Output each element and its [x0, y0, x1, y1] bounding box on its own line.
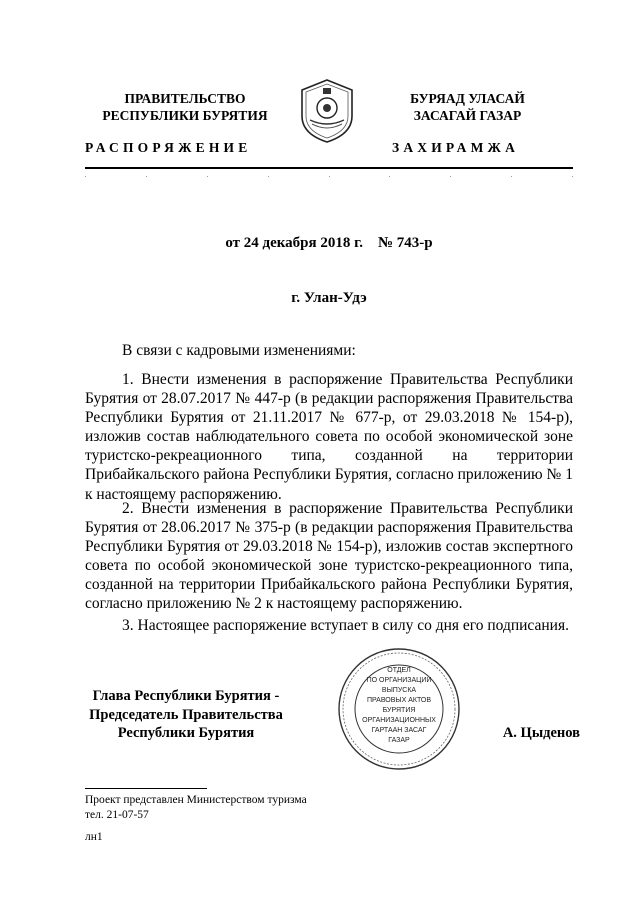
paragraph-3: 3. Настоящее распоряжение вступает в силу со дня его подписания. [122, 617, 569, 634]
stamp-text [358, 666, 440, 746]
document-city: г. Улан-Удэ [291, 290, 367, 306]
doc-type-russian: РАСПОРЯЖЕНИЕ [85, 140, 252, 155]
stamp-text-line: ГАРТААН ЗАСАГ [371, 727, 427, 734]
paragraph-1: 1. Внести изменения в распоряжение Правительства Республики Бурятия от 28.07.2017 № 447-р (в редакции распоряжения Правительства Республики Бурятия от 21.11.2017 № 677-р, от 29.03.2018 № 154-р), изложив состав наблюдательного совета по особой экономической зоне туристско-рекреационного типа, созданной на территории Прибайкальского района Республики Бурятия, согласно приложению № 1 к настоящему распоряжению. [85, 371, 573, 503]
org-name-russian [85, 90, 285, 124]
org-name-line2: РЕСПУБЛИКИ БУРЯТИЯ [102, 108, 268, 123]
signatory-title-line1: Глава Республики Бурятия - [92, 688, 280, 704]
stamp-text-line: БУРЯТИЯ [382, 707, 416, 714]
org-name-line1: ПРАВИТЕЛЬСТВО [124, 91, 246, 106]
stamp-text-line: ОТДЕЛ [387, 667, 411, 674]
header-dotted-line [85, 176, 573, 180]
header-divider [85, 167, 573, 169]
doc-type-buryat: ЗАХИРАМЖА [392, 140, 520, 155]
org-name-buryat [385, 90, 550, 124]
footer-project-note: Проект представлен Министерством туризма [85, 794, 307, 806]
stamp-text-line: ПО ОРГАНИЗАЦИИ [366, 677, 432, 684]
footer-code: лн1 [85, 831, 103, 843]
document-date-number: от 24 декабря 2018 г. № 743-р [225, 235, 433, 251]
signatory-title [76, 687, 296, 743]
signatory-name: А. Цыденов [502, 725, 580, 741]
footer-divider [85, 788, 207, 789]
org-name-buryat-line1: БУРЯАД УЛАСАЙ [410, 91, 525, 106]
stamp-text-line: ОРГАНИЗАЦИОННЫХ [362, 717, 436, 724]
preamble: В связи с кадровыми изменениями: [122, 342, 356, 359]
stamp-text-line: ПРАВОВЫХ АКТОВ [366, 697, 432, 704]
official-stamp [336, 646, 462, 772]
signatory-title-line2: Председатель Правительства [89, 706, 283, 723]
paragraph-2: 2. Внести изменения в распоряжение Правительства Республики Бурятия от 28.06.2017 № 375-р (в редакции распоряжения Правительства Республики Бурятия от 29.03.2018 № 154-р), изложив состав экспертного совета по особой экономической зоне туристско-рекреационного типа, созданной на территории Прибайкальского района Республики Бурятия, согласно приложению № 2 к настоящему распоряжению. [85, 500, 573, 613]
coat-of-arms-emblem [296, 76, 358, 146]
footer-phone: тел. 21-07-57 [85, 809, 149, 821]
stamp-text-line: ГАЗАР [388, 737, 410, 744]
signatory-title-line3: Республики Бурятия [117, 725, 255, 742]
org-name-buryat-line2: ЗАСАГАЙ ГАЗАР [413, 108, 522, 123]
stamp-text-line: ВЫПУСКА [381, 687, 417, 694]
